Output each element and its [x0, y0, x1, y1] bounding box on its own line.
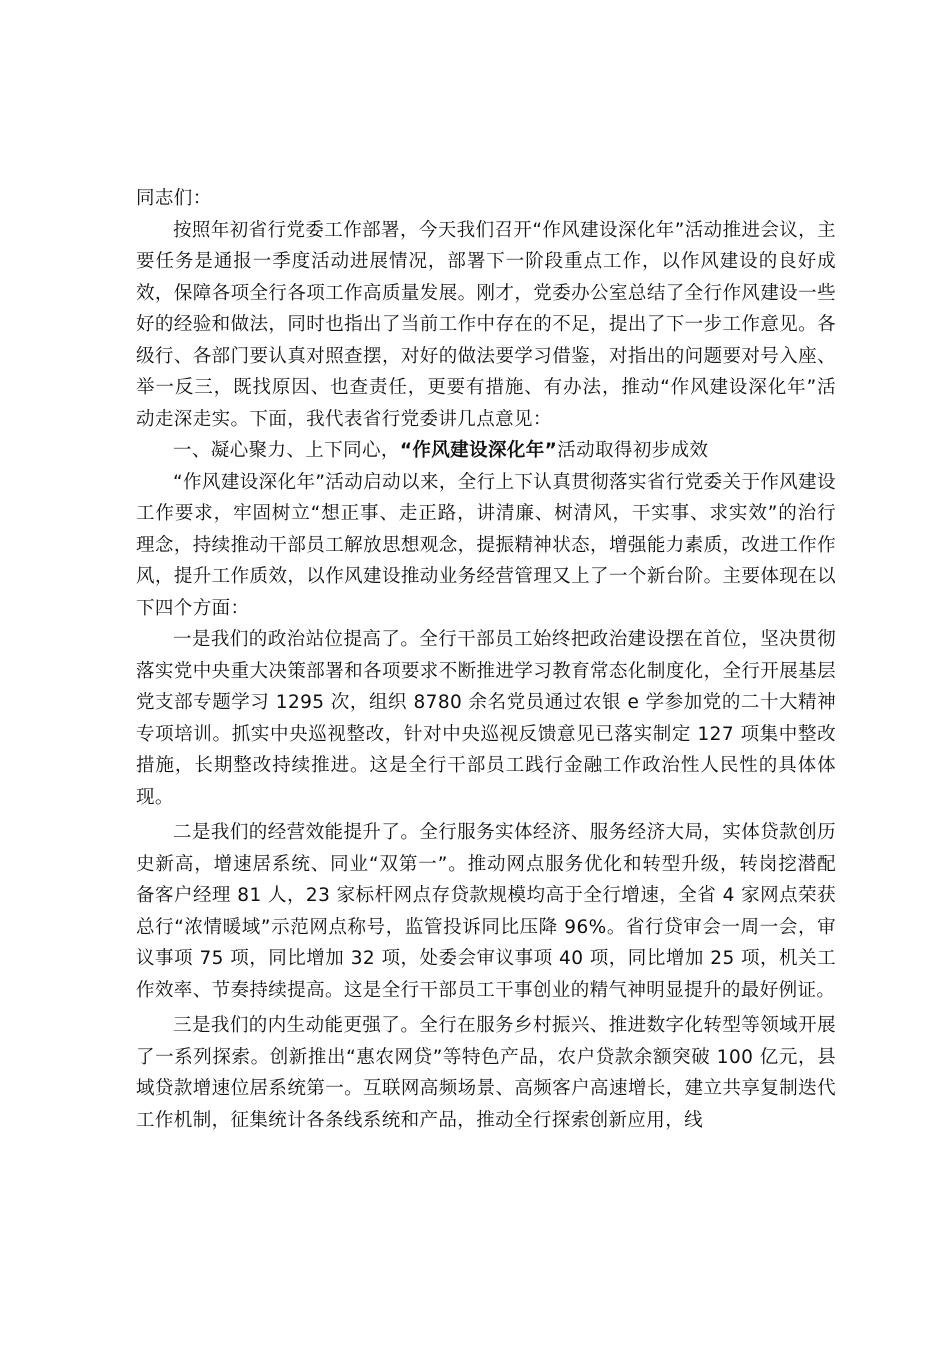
point-1-paragraph: 一是我们的政治站位提高了。全行干部员工始终把政治建设摆在首位，坚决贯彻落实党中央重大决策部署和各项要求不断推进学习教育常态化制度化，全行开展基层党支部专题学习 1295 次，组织 8780 余名党员通过农银 e 学参加党的二十大精神专项培训。抓实中央巡视整改，针对中央巡视反馈意见已落实制定 127 项集中整改措施，长期整改持续推进。这是全行干部员工践行金融工作政治性人民性的具体体现。 — [136, 629, 836, 808]
section-1-heading — [136, 435, 836, 467]
point-2-paragraph: 二是我们的经营效能提升了。全行服务实体经济、服务经济大局，实体贷款创历史新高，增速居系统、同业“双第一”。推动网点服务优化和转型升级，转岗挖潜配备客户经理 81 人，23 家标杆网点存贷款规模均高于全行增速，全省 4 家网点荣获总行“浓情暖域”示范网点称号，监管投诉同比压降 96%。省行贷审会一周一会，审议事项 75 项，同比增加 32 项，处委会审议事项 40 项，同比增加 25 项，机关工作效率、节奏持续提高。这是全行干部员工干事创业的精气神明显提升的最好例证。 — [136, 822, 836, 1001]
section-1-heading-prefix: 一、凝心聚力、上下同心， — [173, 440, 400, 461]
document-body — [136, 183, 836, 1136]
intro-paragraph: 按照年初省行党委工作部署，今天我们召开“作风建设深化年”活动推进会议，主要任务是通报一季度活动进展情况，部署下一阶段重点工作，以作风建设的良好成效，保障各项全行各项工作高质量发展。刚才，党委办公室总结了全行作风建设一些好的经验和做法，同时也指出了当前工作中存在的不足，提出了下一步工作意见。各级行、各部门要认真对照查摆，对好的做法要学习借鉴，对指出的问题要对号入座、举一反三，既找原因、也查责任，更要有措施、有办法，推动“作风建设深化年”活动走深走实。下面，我代表省行党委讲几点意见： — [136, 219, 836, 430]
section-1-intro-paragraph: “作风建设深化年”活动启动以来，全行上下认真贯彻落实省行党委关于作风建设工作要求，牢固树立“想正事、走正路，讲清廉、树清风，干实事、求实效”的治行理念，持续推动干部员工解放思想观念，提振精神状态，增强能力素质，改进工作作风，提升工作质效，以作风建设推动业务经营管理又上了一个新台阶。主要体现在以下四个方面： — [136, 471, 836, 619]
salutation: 同志们： — [136, 188, 212, 209]
section-1-heading-suffix: 活动取得初步成效 — [557, 440, 709, 461]
point-3-paragraph: 三是我们的内生动能更强了。全行在服务乡村振兴、推进数字化转型等领域开展了一系列探索。创新推出“惠农网贷”等特色产品，农户贷款余额突破 100 亿元，县域贷款增速位居系统第一。互联网高频场景、高频客户高速增长，建立共享复制迭代工作机制，征集统计各条线系统和产品，推动全行探索创新应用，线 — [136, 1015, 836, 1131]
section-1-heading-bold: “作风建设深化年” — [399, 440, 558, 461]
